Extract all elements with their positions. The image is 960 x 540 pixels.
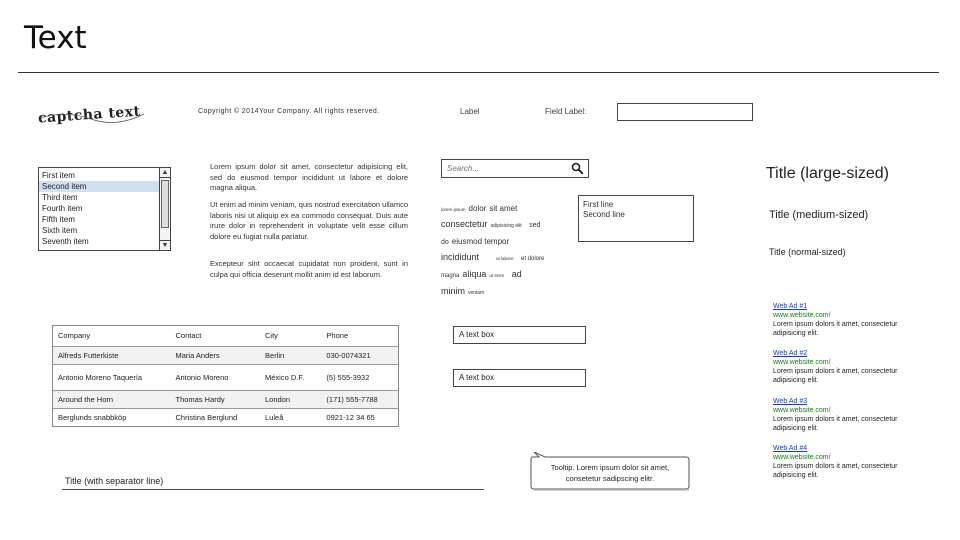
tag-cloud xyxy=(441,200,546,300)
column-header[interactable]: Company xyxy=(53,326,170,346)
web-ad-title-link[interactable]: Web Ad #2 xyxy=(773,350,808,357)
label: Label xyxy=(460,107,480,116)
table-header-row xyxy=(53,326,398,346)
text-box[interactable]: A text box xyxy=(453,326,586,344)
title-medium: Title (medium-sized) xyxy=(769,209,869,221)
web-ad xyxy=(773,302,923,338)
tag[interactable]: ut labore xyxy=(496,256,514,261)
listbox-scrollbar[interactable] xyxy=(159,168,170,250)
tag[interactable]: adipisicing elit xyxy=(490,223,522,229)
paragraph: Ut enim ad minim veniam, quis nostrud exercitation ullamco laboris nisi ut aliquip ex ea commodo consequat. Duis aute irure dolor in reprehenderit in voluptate velit esse cillum dolore eu fugiat nulla pariatur. xyxy=(210,200,408,241)
captcha-image xyxy=(36,100,148,128)
search-box[interactable] xyxy=(441,159,589,178)
tag[interactable]: aliqua xyxy=(462,269,487,279)
table-cell: Antonio Moreno xyxy=(170,364,260,390)
table-cell: Maria Anders xyxy=(170,346,260,364)
web-ad-url[interactable]: www.website.com/ xyxy=(773,359,831,366)
listbox[interactable] xyxy=(38,167,171,251)
text-line: Second line xyxy=(583,210,625,219)
table-cell: Thomas Hardy xyxy=(170,390,260,408)
copyright-notice: Copyright © 2014Your Company. All rights reserved. xyxy=(198,108,380,115)
table-cell: Luleå xyxy=(265,412,284,422)
text-line: First line xyxy=(583,200,614,209)
table-cell: 030-0074321 xyxy=(321,346,398,364)
search-input[interactable] xyxy=(447,164,557,173)
search-icon[interactable] xyxy=(571,162,584,175)
multiline-text-area[interactable] xyxy=(578,195,694,242)
table-cell: Christina Berglund xyxy=(175,412,238,422)
data-table xyxy=(52,325,399,427)
list-item[interactable]: Fifth item xyxy=(42,215,75,224)
list-item[interactable]: Sixth item xyxy=(42,226,78,235)
web-ad-title-link[interactable]: Web Ad #1 xyxy=(773,303,808,310)
web-ad-title-link[interactable]: Web Ad #4 xyxy=(773,445,808,452)
web-ad xyxy=(773,397,923,433)
table-cell: (5) 555-3932 xyxy=(321,364,398,390)
tag[interactable]: incididunt xyxy=(441,252,480,262)
column-header[interactable]: Phone xyxy=(321,326,398,346)
tooltip-text: Tooltip. Lorem ipsum dolor sit amet, consetetur sadipscing elitr. xyxy=(550,463,670,483)
tag[interactable]: ad minim xyxy=(441,269,522,296)
table-cell: Alfreds Futterkiste xyxy=(53,346,170,364)
scroll-down-arrow-icon[interactable]: ▼ xyxy=(161,242,169,249)
web-ad-text: Lorem ipsum dolors it amet, consectetur adipisicing elit. xyxy=(773,463,898,479)
title-large: Title (large-sized) xyxy=(766,165,889,182)
web-ad-text: Lorem ipsum dolors it amet, consectetur adipisicing elit. xyxy=(773,368,898,384)
tooltip xyxy=(528,452,691,492)
table-row[interactable] xyxy=(53,364,398,390)
web-ad-title-link[interactable]: Web Ad #3 xyxy=(773,398,808,405)
web-ad-text: Lorem ipsum dolors it amet, consectetur adipisicing elit. xyxy=(773,416,898,432)
tag[interactable]: sit amet xyxy=(489,204,518,213)
text-box[interactable]: A text box xyxy=(453,369,586,387)
table-cell: Around the Horn xyxy=(53,390,170,408)
scrollbar-thumb[interactable] xyxy=(161,180,169,228)
column-header[interactable]: Contact xyxy=(170,326,260,346)
table-row[interactable] xyxy=(53,390,398,408)
web-ad-url[interactable]: www.website.com/ xyxy=(773,407,831,414)
web-ad xyxy=(773,349,923,385)
paragraph: Excepteur sint occaecat cupidatat non proident, sunt in culpa qui officia deserunt mollit anim id est laborum. xyxy=(210,259,408,279)
list-item[interactable]: Third item xyxy=(42,193,78,202)
separator-title: Title (with separator line) xyxy=(65,476,164,486)
web-ad-url[interactable]: www.website.com/ xyxy=(773,312,831,319)
page-title: Text xyxy=(24,20,87,56)
tag[interactable]: lorem ipsum xyxy=(441,207,466,212)
table-cell: 0921-12 34 65 xyxy=(326,412,375,422)
table-cell: London xyxy=(260,390,321,408)
web-ad xyxy=(773,444,923,480)
tag[interactable]: consectetur xyxy=(441,219,488,229)
field-label: Field Label: xyxy=(545,107,587,116)
tag[interactable]: et dolore magna xyxy=(441,256,545,279)
tag[interactable]: sed do xyxy=(441,222,541,246)
tag[interactable]: dolor xyxy=(468,204,487,213)
list-item[interactable]: Fourth item xyxy=(42,204,83,213)
paragraph: Lorem ipsum dolor sit amet, consectetur adipisicing elit, sed do eiusmod tempor incididunt ut labore et dolore magna aliqua. xyxy=(210,162,408,192)
table-cell: Berglunds snabbköp xyxy=(58,412,127,422)
table-cell: Antonio Moreno Taquería xyxy=(53,364,170,390)
column-header[interactable]: City xyxy=(260,326,321,346)
title-separator xyxy=(18,72,939,73)
table-cell: México D.F. xyxy=(260,364,321,390)
table-cell: (171) 555-7788 xyxy=(321,390,398,408)
table-cell: Berlin xyxy=(260,346,321,364)
text-input-field[interactable] xyxy=(617,103,753,121)
list-item[interactable]: Seventh item xyxy=(42,237,89,246)
tag[interactable]: eiusmod tempor xyxy=(451,237,510,246)
list-item-selected[interactable]: Second item xyxy=(39,181,159,192)
tag[interactable]: ut enim xyxy=(489,273,505,278)
captcha-text: captcha text xyxy=(37,103,142,127)
list-item[interactable]: First item xyxy=(42,171,75,180)
table-row[interactable] xyxy=(53,346,398,364)
table-row[interactable] xyxy=(53,408,398,426)
scroll-up-arrow-icon[interactable]: ▲ xyxy=(161,169,169,176)
web-ad-text: Lorem ipsum dolors it amet, consectetur adipisicing elit. xyxy=(773,321,898,337)
web-ad-url[interactable]: www.website.com/ xyxy=(773,454,831,461)
tag[interactable]: veniam xyxy=(468,290,485,296)
title-normal: Title (normal-sized) xyxy=(769,247,846,257)
separator-line xyxy=(62,489,484,490)
